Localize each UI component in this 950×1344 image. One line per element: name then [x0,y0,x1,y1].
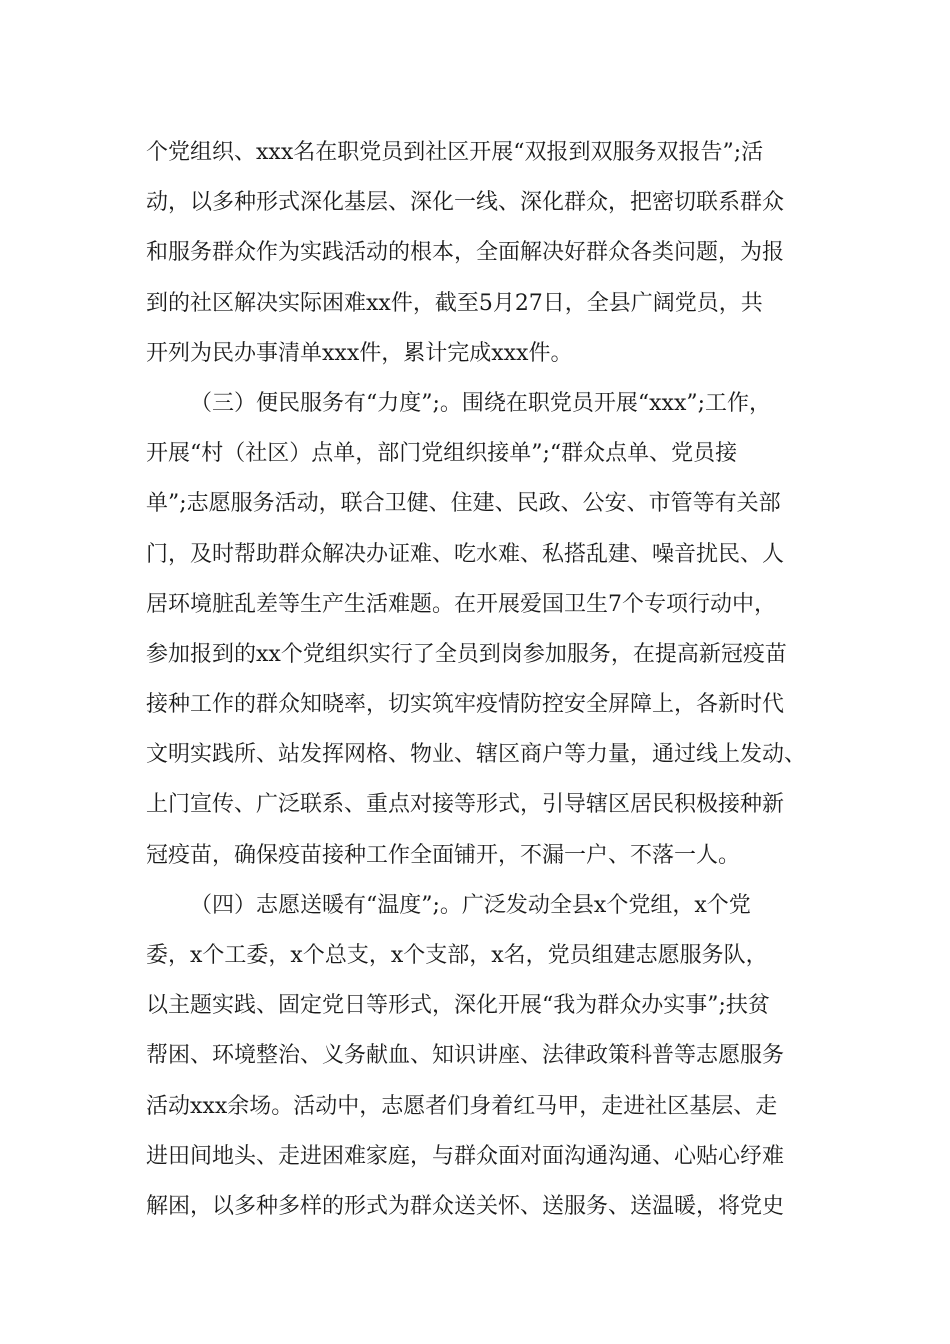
text-line: 开展“村（社区）点单，部门党组织接单”;“群众点单、党员接 [146,441,738,467]
text-line: 居环境脏乱差等生产生活难题。在开展爱国卫生7个专项行动中， [146,591,776,617]
section-heading-line: （四）志愿送暖有“温度”;。广泛发动全县x个党组，x个党 [190,892,751,918]
text-line: 接种工作的群众知晓率，切实筑牢疫情防控安全屏障上，各新时代 [146,692,785,718]
text-line: 单”;志愿服务活动，联合卫健、住建、民政、公安、市管等有关部 [146,491,781,517]
text-line: 参加报到的xx个党组织实行了全员到岗参加服务，在提高新冠疫苗 [146,641,787,667]
text-line: 个党组织、xxx名在职党员到社区开展“双报到双服务双报告”;活 [146,140,764,165]
text-line: 和服务群众作为实践活动的根本，全面解决好群众各类问题，为报 [146,240,785,266]
text-line: 解困，以多种多样的形式为群众送关怀、送服务、送温暖，将党史 [146,1193,785,1219]
text-line: 活动xxx余场。活动中，志愿者们身着红马甲，走进社区基层、走 [146,1093,778,1119]
text-line: 文明实践所、站发挥网格、物业、辖区商户等力量，通过线上发动、 [146,742,807,768]
text-line: 上门宣传、广泛联系、重点对接等形式，引导辖区居民积极接种新 [146,792,785,818]
text-line: 以主题实践、固定党日等形式，深化开展“我为群众办实事”;扶贫 [146,993,770,1019]
body-text [146,128,836,1232]
text-line: 委，x个工委，x个总支，x个支部，x名，党员组建志愿服务队， [146,943,768,968]
text-line: 开列为民办事清单xxx件，累计完成xxx件。 [146,340,573,366]
text-line: 门，及时帮助群众解决办证难、吃水难、私搭乱建、噪音扰民、人 [146,541,785,567]
text-line: 冠疫苗，确保疫苗接种工作全面铺开，不漏一户、不落一人。 [146,842,741,868]
text-line: 到的社区解决实际困难xx件，截至5月27日，全县广阔党员，共 [146,290,763,316]
text-line: 进田间地头、走进困难家庭，与群众面对面沟通沟通、心贴心纾难 [146,1143,785,1169]
text-line: 动，以多种形式深化基层、深化一线、深化群众，把密切联系群众 [146,190,785,216]
section-heading-line: （三）便民服务有“力度”;。围绕在职党员开展“xxx”;工作， [190,390,772,416]
text-line: 帮困、环境整治、义务献血、知识讲座、法律政策科普等志愿服务 [146,1043,785,1069]
